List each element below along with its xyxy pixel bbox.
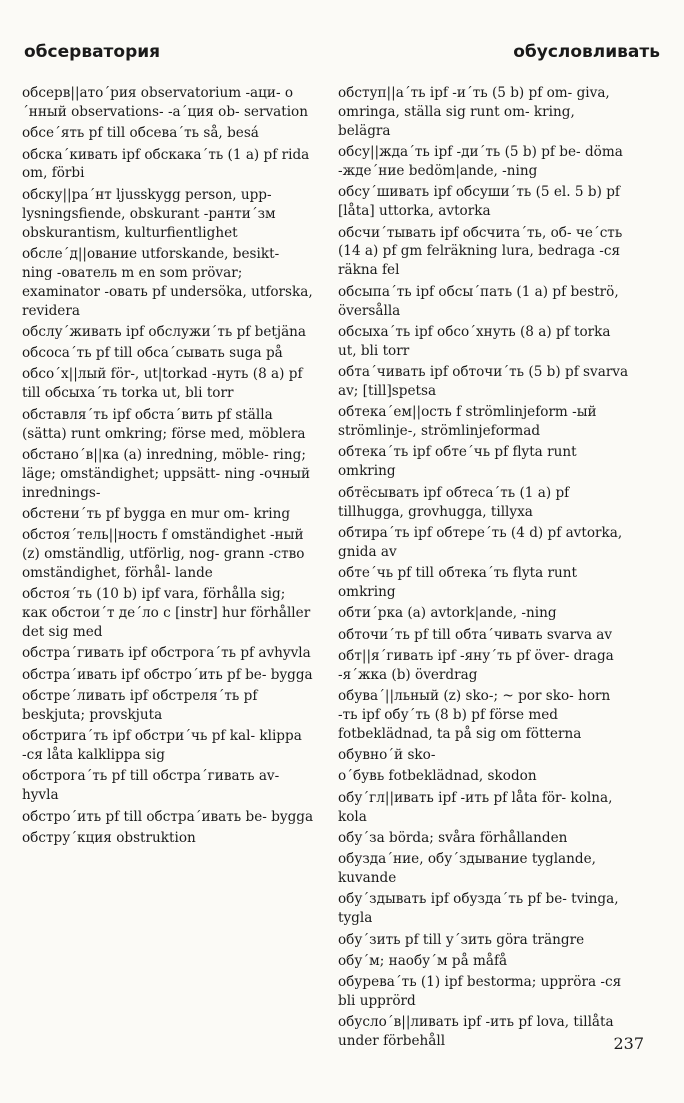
running-header (24, 42, 660, 72)
dictionary-entry: обсыха´ть ipf обсо´хнуть (8 a) pf torka ut, bli torr (338, 323, 611, 359)
dictionary-entry: о´бувь fotbeklädnad, skodon (338, 768, 537, 785)
dictionary-entry: обсерв||ато´рия observatorium -аци- о´нный observations- -а´ция ob- servation (22, 85, 308, 120)
dictionary-entry: обставля´ть ipf обста´вить pf ställa (sätta) runt omkring; förse med, möblera (22, 406, 306, 442)
dictionary-entry: обстени´ть pf bygga en mur om- kring (22, 505, 291, 522)
dictionary-entry: обсо´х||лый för-, ut|torkad -нуть (8 a) pf till обсыха´ть torka ut, bli torr (22, 366, 303, 402)
dictionary-entry: обсле´д||ование utforskande, besikt- ning -ователь m en som prövar; examinator -овать pf undersöka, utforska, revidera (22, 245, 313, 319)
dictionary-entry: обска´кивать ipf обскака´ть (1 a) pf rida om, förbi (22, 146, 310, 182)
dictionary-entry: обтира´ть ipf обтере´ть (4 d) pf avtorka, gnida av (338, 524, 623, 560)
dictionary-entry: обу´м; наобу´м på måfå (338, 952, 508, 969)
dictionary-entry: обт||я´гивать ipf -яну´ть pf över- draga -я´жка (b) överdrag (338, 647, 614, 683)
dictionary-entry: обу´здывать ipf обузда´ть pf be- tvinga, tygla (338, 891, 619, 927)
dictionary-entry: обу´за börda; svåra förhållanden (338, 829, 568, 846)
dictionary-entry: обтека´ем||ость f strömlinjeform -ый strömlinje-, strömlinjeformad (338, 404, 597, 440)
dictionary-entry: обсу||жда´ть ipf -ди´ть (5 b) pf be- döma -жде´ние bedöm|ande, -ning (338, 144, 623, 180)
dictionary-entry: обсчи´тывать ipf обсчита´ть, об- че´сть (14 a) pf gm felräkning lura, bedraga -ся räkna fel (338, 224, 623, 279)
right-column (338, 84, 630, 1054)
dictionary-entry: обсоса´ть pf till обса´сывать suga på (22, 345, 283, 362)
dictionary-entry: обстру´кция obstruktion (22, 829, 196, 846)
dictionary-entry: обточи´ть pf till обта´чивать svarva av (338, 626, 613, 643)
left-column (22, 84, 314, 850)
dictionary-entry: обстре´ливать ipf обстреля´ть pf beskjuta; provskjuta (22, 688, 258, 723)
dictionary-entry: обстра´гивать ipf обстрога´ть pf avhyvla (22, 645, 311, 662)
dictionary-entry: обсе´ять pf till обсева´ть så, besá (22, 125, 259, 142)
dictionary-entry: обу´зить pf till у´зить göra trängre (338, 931, 585, 948)
dictionary-entry: обстрига´ть ipf обстри´чь pf kal- klippa -ся låta kalklippa sig (22, 728, 302, 764)
dictionary-entry: обте´чь pf till обтека´ть flyta runt omkring (338, 565, 577, 600)
dictionary-entry: обурева´ть (1) ipf bestorma; uppröra -ся bli upprörd (338, 974, 622, 1010)
header-left-guide-word: обсерватория (24, 42, 161, 62)
dictionary-entry: обстра´ивать ipf обстро´ить pf be- bygga (22, 666, 313, 683)
dictionary-entry: обстрога´ть pf till обстра´гивать av- hyvla (22, 768, 280, 804)
dictionary-entry: обску||ра´нт ljusskygg person, upp- lysningsfiende, obskurant -ранти´зм obskurantism, kulturfientlighet (22, 186, 276, 241)
dictionary-entry: обстро´ить pf till обстра´ивать be- bygga (22, 808, 314, 825)
dictionary-entry: обузда´ние, обу´здывание tyglande, kuvande (338, 851, 596, 887)
dictionary-entry: обу´гл||ивать ipf -ить pf låta för- kolna, kola (338, 789, 613, 825)
dictionary-entry: обта´чивать ipf обточи´ть (5 b) pf svarva av; [till]spetsa (338, 364, 629, 399)
dictionary-entry: обтека´ть ipf обте´чь pf flyta runt omkring (338, 444, 577, 480)
dictionary-entry: обува´||льный (z) sko-; ~ por sko- horn -ть ipf обу´ть (8 b) pf förse med fotbeklädnad, ta på sig om fötterna (338, 688, 611, 742)
dictionary-entry: обувно´й sko- (338, 747, 436, 764)
dictionary-entry: обусло´в||ливать ipf -ить pf lova, tillåta under förbehåll (338, 1014, 614, 1050)
dictionary-entry: обсу´шивать ipf обсуши´ть (5 el. 5 b) pf [låta] uttorka, avtorka (338, 184, 620, 220)
dictionary-entry: обстоя´тель||ность f omständighet -ный (z) omständlig, utförlig, nog- grann -ство omständighet, förhål- lande (22, 527, 305, 582)
dictionary-entry: обтёсывать ipf обтеса´ть (1 a) pf tillhugga, grovhugga, tillyxa (338, 484, 570, 520)
header-right-guide-word: обусловливать (513, 42, 660, 62)
dictionary-entry: обти´рка (a) avtork|ande, -ning (338, 605, 557, 622)
dictionary-entry: обсыпа´ть ipf обсы´пать (1 a) pf beströ, översålla (338, 283, 619, 319)
dictionary-entry: обступ||а´ть ipf -и´ть (5 b) pf om- giva, omringa, ställa sig runt om- kring, belägra (338, 85, 610, 139)
page-number: 237 (613, 1034, 644, 1053)
dictionary-entry: обслу´живать ipf обслужи´ть pf betjäna (22, 323, 307, 340)
dictionary-entry: обстано´в||ка (a) inredning, möble- ring; läge; omständighet; uppsätt- ning -очный inrednings- (22, 446, 311, 501)
dictionary-entry: обстоя´ть (10 b) ipf vara, förhålla sig; как обстои´т де´ло с [instr] hur förhåller det sig med (22, 586, 311, 641)
